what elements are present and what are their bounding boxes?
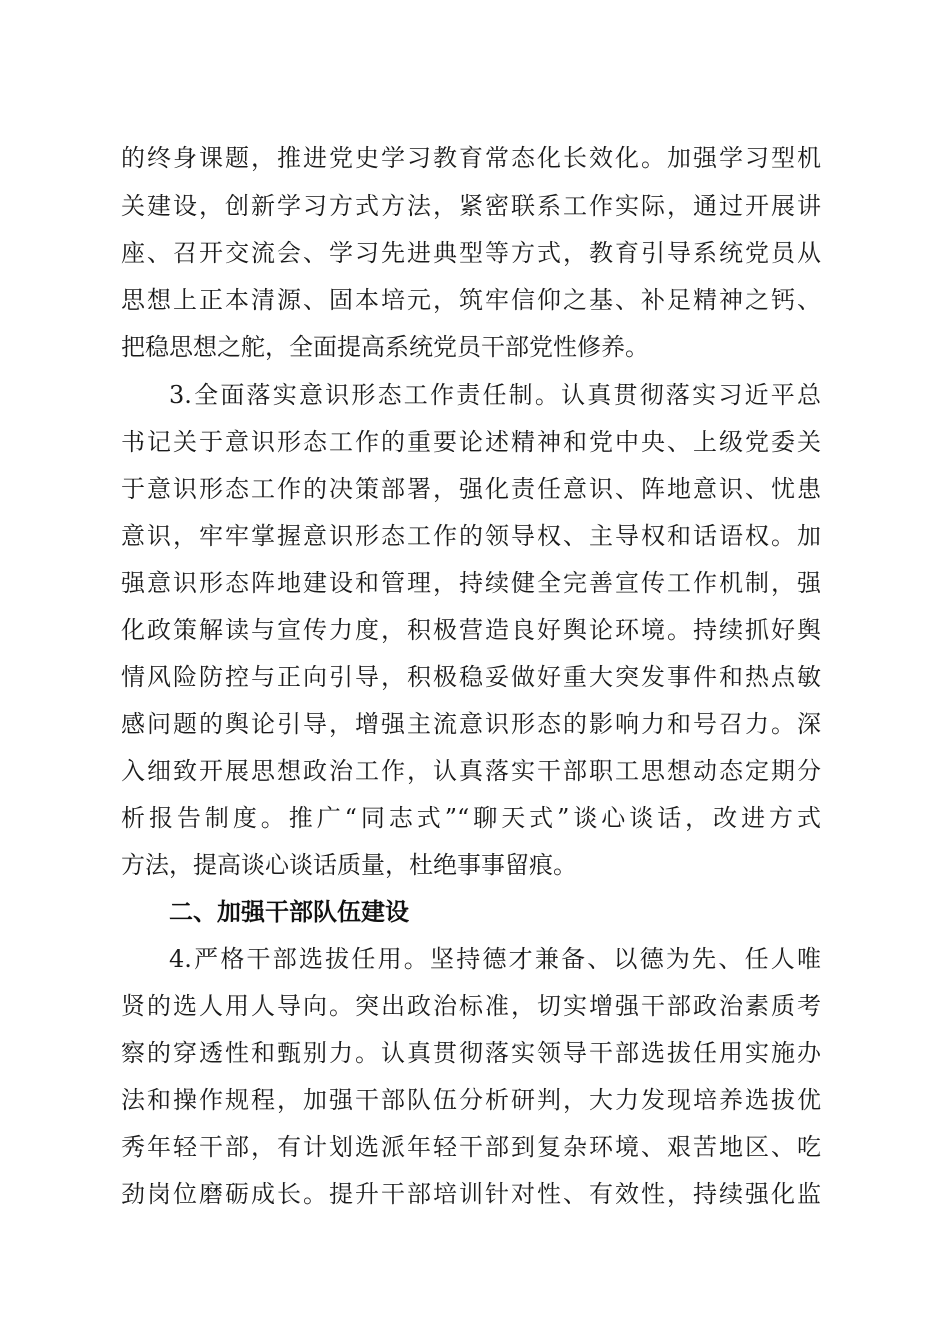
text-line: 感问题的舆论引导，增强主流意识形态的影响力和号召力。深 — [121, 710, 821, 738]
text-line: 关建设，创新学习方式方法，紧密联系工作实际，通过开展讲 — [121, 192, 821, 220]
text-line: 方法，提高谈心谈话质量，杜绝事事留痕。 — [121, 851, 577, 879]
text-line: 秀年轻干部，有计划选派年轻干部到复杂环境、艰苦地区、吃 — [121, 1133, 821, 1161]
section-paragraph-start: 3.全面落实意识形态工作责任制。认真贯彻落实习近平总 — [169, 381, 821, 409]
text-line: 座、召开交流会、学习先进典型等方式，教育引导系统党员从 — [121, 239, 821, 267]
text-line: 贤的选人用人导向。突出政治标准，切实增强干部政治素质考 — [121, 992, 821, 1020]
text-line: 意识，牢牢掌握意识形态工作的领导权、主导权和话语权。加 — [121, 522, 821, 550]
text-line: 入细致开展思想政治工作，认真落实干部职工思想动态定期分 — [121, 757, 821, 785]
text-line: 析报告制度。推广“同志式”“聊天式”谈心谈话，改进方式 — [121, 804, 821, 832]
text-line: 情风险防控与正向引导，积极稳妥做好重大突发事件和热点敏 — [121, 663, 821, 691]
text-line: 把稳思想之舵，全面提高系统党员干部党性修养。 — [121, 333, 649, 361]
text-line: 劲岗位磨砺成长。提升干部培训针对性、有效性，持续强化监 — [121, 1180, 821, 1208]
text-line: 法和操作规程，加强干部队伍分析研判，大力发现培养选拔优 — [121, 1086, 821, 1114]
text-line: 的终身课题，推进党史学习教育常态化长效化。加强学习型机 — [121, 144, 821, 172]
text-line: 察的穿透性和甄别力。认真贯彻落实领导干部选拔任用实施办 — [121, 1039, 821, 1067]
section-paragraph-start: 4.严格干部选拔任用。坚持德才兼备、以德为先、任人唯 — [169, 945, 821, 973]
section-heading: 二、加强干部队伍建设 — [169, 898, 409, 926]
text-line: 书记关于意识形态工作的重要论述精神和党中央、上级党委关 — [121, 428, 821, 456]
text-line: 强意识形态阵地建设和管理，持续健全完善宣传工作机制，强 — [121, 569, 821, 597]
text-line: 化政策解读与宣传力度，积极营造良好舆论环境。持续抓好舆 — [121, 616, 821, 644]
text-line: 于意识形态工作的决策部署，强化责任意识、阵地意识、忧患 — [121, 475, 821, 503]
text-line: 思想上正本清源、固本培元，筑牢信仰之基、补足精神之钙、 — [121, 286, 821, 314]
